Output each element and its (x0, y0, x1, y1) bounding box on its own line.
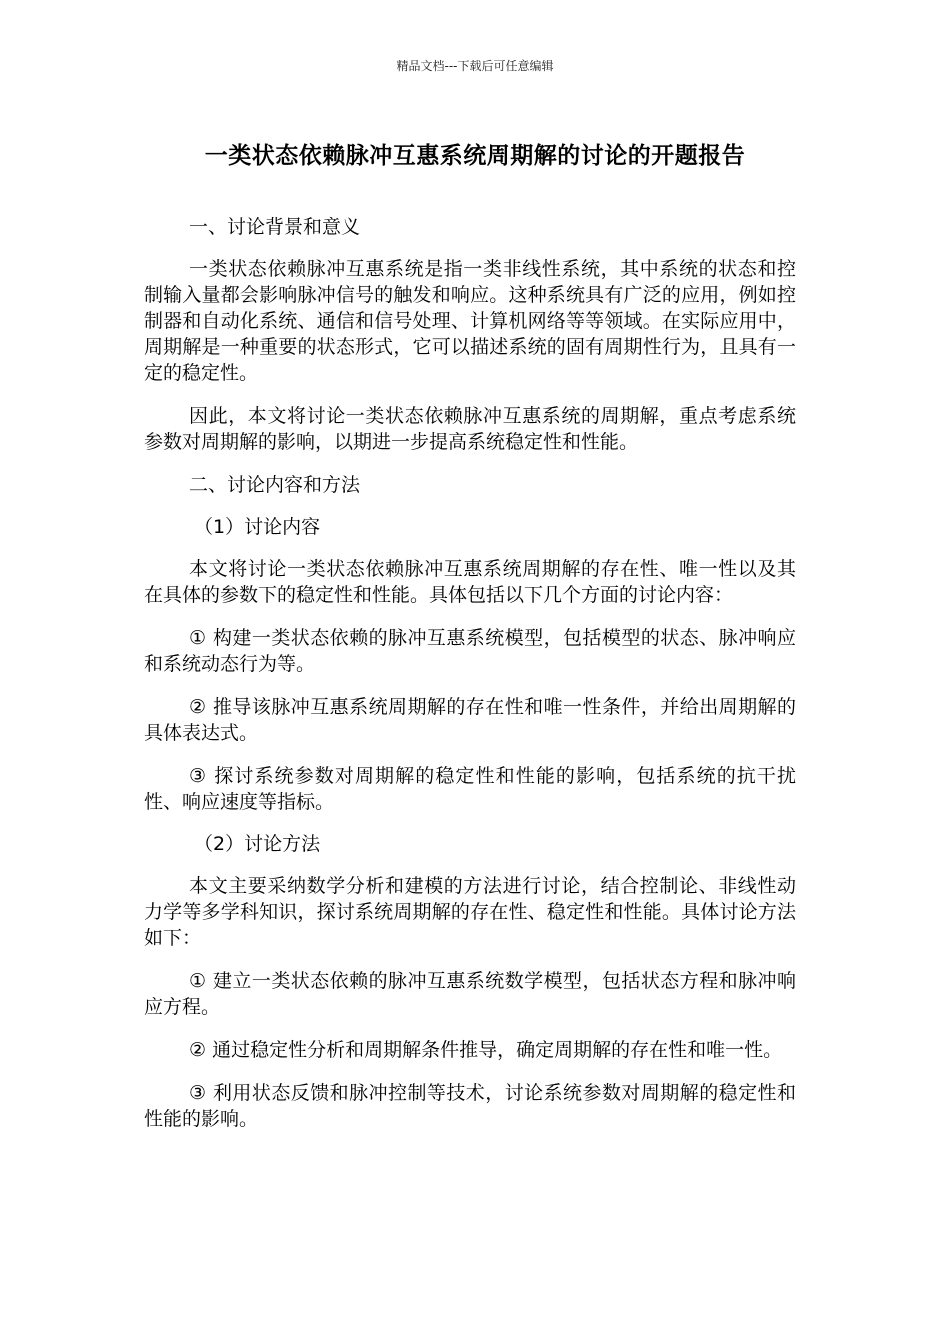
list-item: ① 构建一类状态依赖的脉冲互惠系统模型，包括模型的状态、脉冲响应和系统动态行为等。 (144, 627, 796, 675)
paragraph-methods-intro: 本文主要采纳数学分析和建模的方法进行讨论，结合控制论、非线性动力学等多学科知识，探讨系统周期解的存在性、稳定性和性能。具体讨论方法如下： (144, 875, 796, 949)
document-body (144, 214, 796, 1132)
paragraph-purpose: 因此，本文将讨论一类状态依赖脉冲互惠系统的周期解，重点考虑系统参数对周期解的影响，以期进一步提高系统稳定性和性能。 (144, 405, 796, 453)
document-title: 一类状态依赖脉冲互惠系统周期解的讨论的开题报告 (204, 143, 746, 169)
section-heading-background: 一、讨论背景和意义 (189, 216, 361, 238)
paragraph-background: 一类状态依赖脉冲互惠系统是指一类非线性系统，其中系统的状态和控制输入量都会影响脉冲信号的触发和响应。这种系统具有广泛的应用，例如控制器和自动化系统、通信和信号处理、计算机网络等等领域。在实际应用中，周期解是一种重要的状态形式，它可以描述系统的固有周期性行为，且具有一定的稳定性。 (144, 258, 796, 384)
paragraph-content-intro: 本文将讨论一类状态依赖脉冲互惠系统周期解的存在性、唯一性以及其在具体的参数下的稳定性和性能。具体包括以下几个方面的讨论内容： (144, 558, 796, 606)
section-heading-content-methods: 二、讨论内容和方法 (189, 474, 361, 496)
list-item: ① 建立一类状态依赖的脉冲互惠系统数学模型，包括状态方程和脉冲响应方程。 (144, 970, 796, 1018)
list-item: ② 通过稳定性分析和周期解条件推导，确定周期解的存在性和唯一性。 (189, 1039, 783, 1061)
list-item: ③ 利用状态反馈和脉冲控制等技术，讨论系统参数对周期解的稳定性和性能的影响。 (144, 1082, 796, 1130)
subheading-methods: （2）讨论方法 (194, 833, 321, 855)
list-item: ② 推导该脉冲互惠系统周期解的存在性和唯一性条件，并给出周期解的具体表达式。 (144, 696, 796, 744)
subheading-content: （1）讨论内容 (194, 516, 321, 538)
list-item: ③ 探讨系统参数对周期解的稳定性和性能的影响，包括系统的抗干扰性、响应速度等指标。 (144, 765, 796, 813)
header-watermark: 精品文档---下载后可任意编辑 (396, 59, 554, 73)
